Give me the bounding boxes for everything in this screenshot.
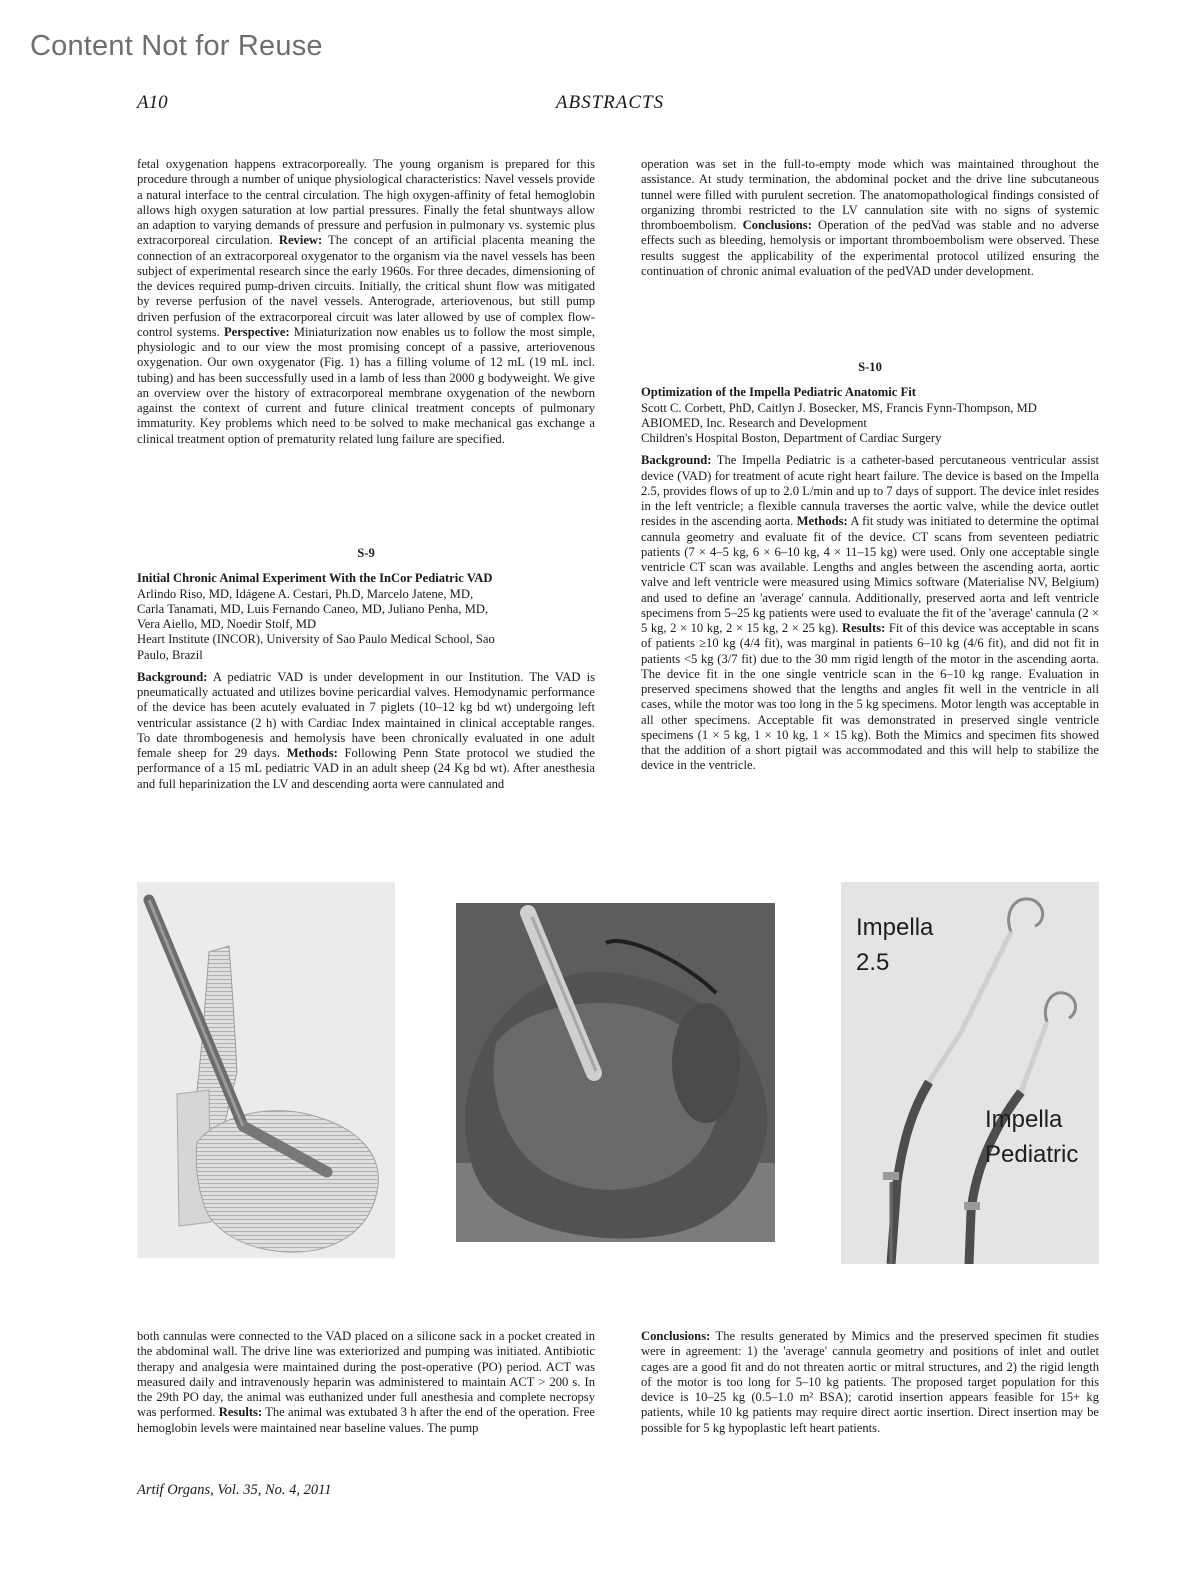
text-run: The Impella Pediatric is a catheter-based percutaneous ventricular assist device (VAD) for treatment of acute right heart failure. The device is based on the Impella 2.5, provides flows of up to 2.0 L/min and up to 7 days of support. The device inlet resides in the left ventricle; a flexible cannula traverses the aortic valve, while the device outlet resides in the ascending aorta. xyxy=(641,453,1099,529)
run-in-heading: Results: xyxy=(841,621,886,635)
paragraph xyxy=(137,1329,595,1436)
run-in-heading: Methods: xyxy=(796,514,848,529)
abstract-s10 xyxy=(641,360,1099,774)
text-run: Following Penn State protocol we studied the performance of a 15 mL pediatric VAD in an adult sheep (24 Kg bd wt). After anesthesia and full heparinization the LV and descending aorta were cannulated and xyxy=(137,746,596,791)
text-run: fetal oxygenation happens extracorporeally. The young organism is prepared for this procedure through a number of unique physiological characteristics: Navel vessels provide a natural interface to the central circulation. The high oxygen-affinity of fetal hemoglobin allows high oxygen saturation at low partial pressures. Finally the fetal shuntways allow an adaption to varying demands of pressure and perfusion in pulmonary vs. systemic plus extracorporeal circulation. xyxy=(137,157,595,248)
label-line: Impella xyxy=(985,1106,1063,1133)
impella-pediatric-label xyxy=(985,1102,1078,1172)
text-run: The concept of an artificial placenta meaning the connection of an extracorporeal oxygenator to the organism via the navel vessels has been subject of experimental research since the early 1960s. For three decades, dimensioning of the devices required pump-driven circuits. Initially, the critical shunt flow was mitigated by reverse perfusion of the navel vessels. Anterograde, arteriovenous, but still pump driven perfusion of the extracorporeal circuit was later allowed by use of complex flow-control systems. xyxy=(137,233,595,339)
run-in-heading: Background: xyxy=(137,669,208,684)
right-column-top xyxy=(641,157,1099,279)
impella-devices-photo xyxy=(841,882,1099,1264)
author-line: Arlindo Riso, MD, Idágene A. Cestari, Ph.D, Marcelo Jatene, MD, xyxy=(137,586,474,601)
page-number: A10 xyxy=(137,92,168,113)
text-run: Fit of this device was acceptable in scans of patients ≥10 kg (4/4 fit), was marginal in patients 6–10 kg (4/6 fit), and did not fit in patients <5 kg (3/7 fit) due to the 30 mm rigid length of the motor in the ascending aorta. The device fit in the one single ventricle scan in the 6–10 kg range. Evaluation in preserved specimens showed that the lengths and angles fit well in the ventricle in all cases, while the motor was too long in the 5 kg specimens. Motor length was acceptable in all other specimens. Acceptable fit was demonstrated in preserved single ventricle specimens (1 × 5 kg, 1 × 10 kg, 1 × 15 kg). Both the Mimics and specimen fits showed that the addition of a short pigtail was accommodated and this will help to stabilize the device in the ventricle. xyxy=(641,621,1099,773)
watermark: Content Not for Reuse xyxy=(30,30,323,62)
author-line: Scott C. Corbett, PhD, Caitlyn J. Bosecker, MS, Francis Fynn-Thompson, MD xyxy=(641,400,1037,415)
abstract-body xyxy=(641,453,1099,773)
label-line: Pediatric xyxy=(985,1141,1079,1168)
section-title: ABSTRACTS xyxy=(555,92,665,113)
affiliation-line: Paulo, Brazil xyxy=(137,647,203,662)
text-run: operation was set in the full-to-empty mode which was maintained throughout the assistance. At study termination, the abdominal pocket and the drive line subcutaneous tunnel were filled with purulent secretion. The anatomopathological findings consisted of organizing thrombi restricted to the LV cannulation site with no signs of systemic thromboembolism. xyxy=(641,157,1099,232)
paragraph xyxy=(137,157,595,447)
left-column-bottom xyxy=(137,1329,595,1436)
author-line: ABIOMED, Inc. Research and Development xyxy=(641,415,867,430)
label-line: 2.5 xyxy=(856,949,890,976)
ct-reconstruction-image xyxy=(137,882,395,1258)
run-in-heading: Review: xyxy=(278,233,323,248)
heart-specimen-drawing xyxy=(456,903,775,1242)
run-in-heading: Methods: xyxy=(286,746,338,760)
text-run: A fit study was initiated to determine the optimal cannula geometry and evaluate fit of the device. CT scans from seventeen pediatric patients (7 × 4–5 kg, 6 × 6–10 kg, 4 × 11–15 kg) were used. Only one acceptable single ventricle CT scan was available. Lengths and angles between the ascending aorta, aortic valve and left ventricle were measured using Mimics software (Materialise NV, Belgium) and used to define an 'average' cannula. Additionally, preserved aorta and left ventricle specimens from 5–25 kg patients were used to evaluate the fit of the 'average' cannula (2 × 5 kg, 2 × 10 kg, 2 × 15 kg, 2 × 25 kg). xyxy=(641,514,1099,635)
impella-25-label xyxy=(856,910,933,980)
label-line: Impella xyxy=(856,914,934,941)
abstract-id: S-10 xyxy=(858,360,882,374)
abstract-id: S-9 xyxy=(357,546,375,560)
abstract-body xyxy=(137,670,595,792)
journal-citation: Artif Organs, Vol. 35, No. 4, 2011 xyxy=(137,1482,332,1498)
abstract-title: Initial Chronic Animal Experiment With the InCor Pediatric VAD xyxy=(137,571,493,586)
author-line: Vera Aiello, MD, Noedir Stolf, MD xyxy=(137,617,317,631)
text-run: Miniaturization now enables us to follow the most simple, physiologic and to our view the most promising concept of a passive, arteriovenous oxygenation. Our own oxygenator (Fig. 1) has a filling volume of 12 mL (19 mL incl. tubing) and has been successfully used in a lamb of less than 2000 g bodyweight. We give an overview over the history of extracorporeal membrane oxygenation of the newborn against the context of current and future clinical treatment concepts of pulmonary immaturity. Key problems which need to be solved to make mechanical gas exchange a clinical treatment option of prematurity related lung failure are specified. xyxy=(137,324,595,446)
paragraph xyxy=(641,157,1099,279)
abstract-title: Optimization of the Impella Pediatric Anatomic Fit xyxy=(641,385,916,400)
left-column-top xyxy=(137,157,595,447)
paragraph xyxy=(641,1329,1099,1436)
run-in-heading: Background: xyxy=(641,453,712,468)
text-run: The results generated by Mimics and the preserved specimen fit studies were in agreement: 1) the 'average' cannula geometry and positions of inlet and outlet cages are a good fit and do not threaten aortic or mitral structures, and 2) the rigid length of the motor is too long for 5–10 kg patients. The proposed target population for this device is 10–25 kg (0.5–1.0 m² BSA); carotid insertion appears feasible for 15+ kg patients, while 10 kg patients may require direct aortic insertion. Direct insertion may be possible for 5 kg hypoplastic left heart patients. xyxy=(641,1329,1099,1435)
abstract-s9 xyxy=(137,546,595,792)
run-in-heading: Conclusions: xyxy=(641,1329,711,1343)
heart-specimen-photo xyxy=(456,903,775,1242)
text-run: The animal was extubated 3 h after the end of the operation. Free hemoglobin levels were maintained near baseline values. The pump xyxy=(137,1405,596,1435)
run-in-heading: Results: xyxy=(218,1405,263,1420)
ct-reconstruction-drawing xyxy=(137,882,395,1258)
run-in-heading: Perspective: xyxy=(223,324,290,339)
text-run: A pediatric VAD is under development in our Institution. The VAD is pneumatically actuated and utilizes bovine pericardial valves. Hemodynamic performance of the device has been acutely evaluated in 7 piglets (10–12 kg bd wt) undergoing left ventricular assistance (2 h) with Cardiac Index maintained in clinical acceptable ranges. To date thrombogenesis and hemolysis have been chronically evaluated in one adult female sheep for 29 days. xyxy=(137,669,595,760)
right-column-bottom xyxy=(641,1329,1099,1436)
affiliation-line: Children's Hospital Boston, Department of Cardiac Surgery xyxy=(641,431,942,445)
affiliation-line: Heart Institute (INCOR), University of Sao Paulo Medical School, Sao xyxy=(137,632,495,647)
text-run: Operation of the pedVad was stable and no adverse effects such as bleeding, hemolysis or important thromboembolism were observed. These results suggest the applicability of the experimental protocol utilized ensuring the continuation of chronic animal evaluation of the pedVAD under development. xyxy=(641,218,1099,278)
run-in-heading: Conclusions: xyxy=(742,218,812,232)
author-line: Carla Tanamati, MD, Luis Fernando Caneo, MD, Juliano Penha, MD, xyxy=(137,601,489,616)
text-run: both cannulas were connected to the VAD placed on a silicone sack in a pocket created in the abdominal wall. The drive line was exteriorized and pumping was initiated. Antibiotic therapy and analgesia were maintained during the post-operative (PO) period. ACT was measured daily and intravenously heparin was administered to maintain ACT > 200 s. In the 29th PO day, the animal was euthanized under full anesthesia and complete necropsy was performed. xyxy=(137,1329,595,1420)
